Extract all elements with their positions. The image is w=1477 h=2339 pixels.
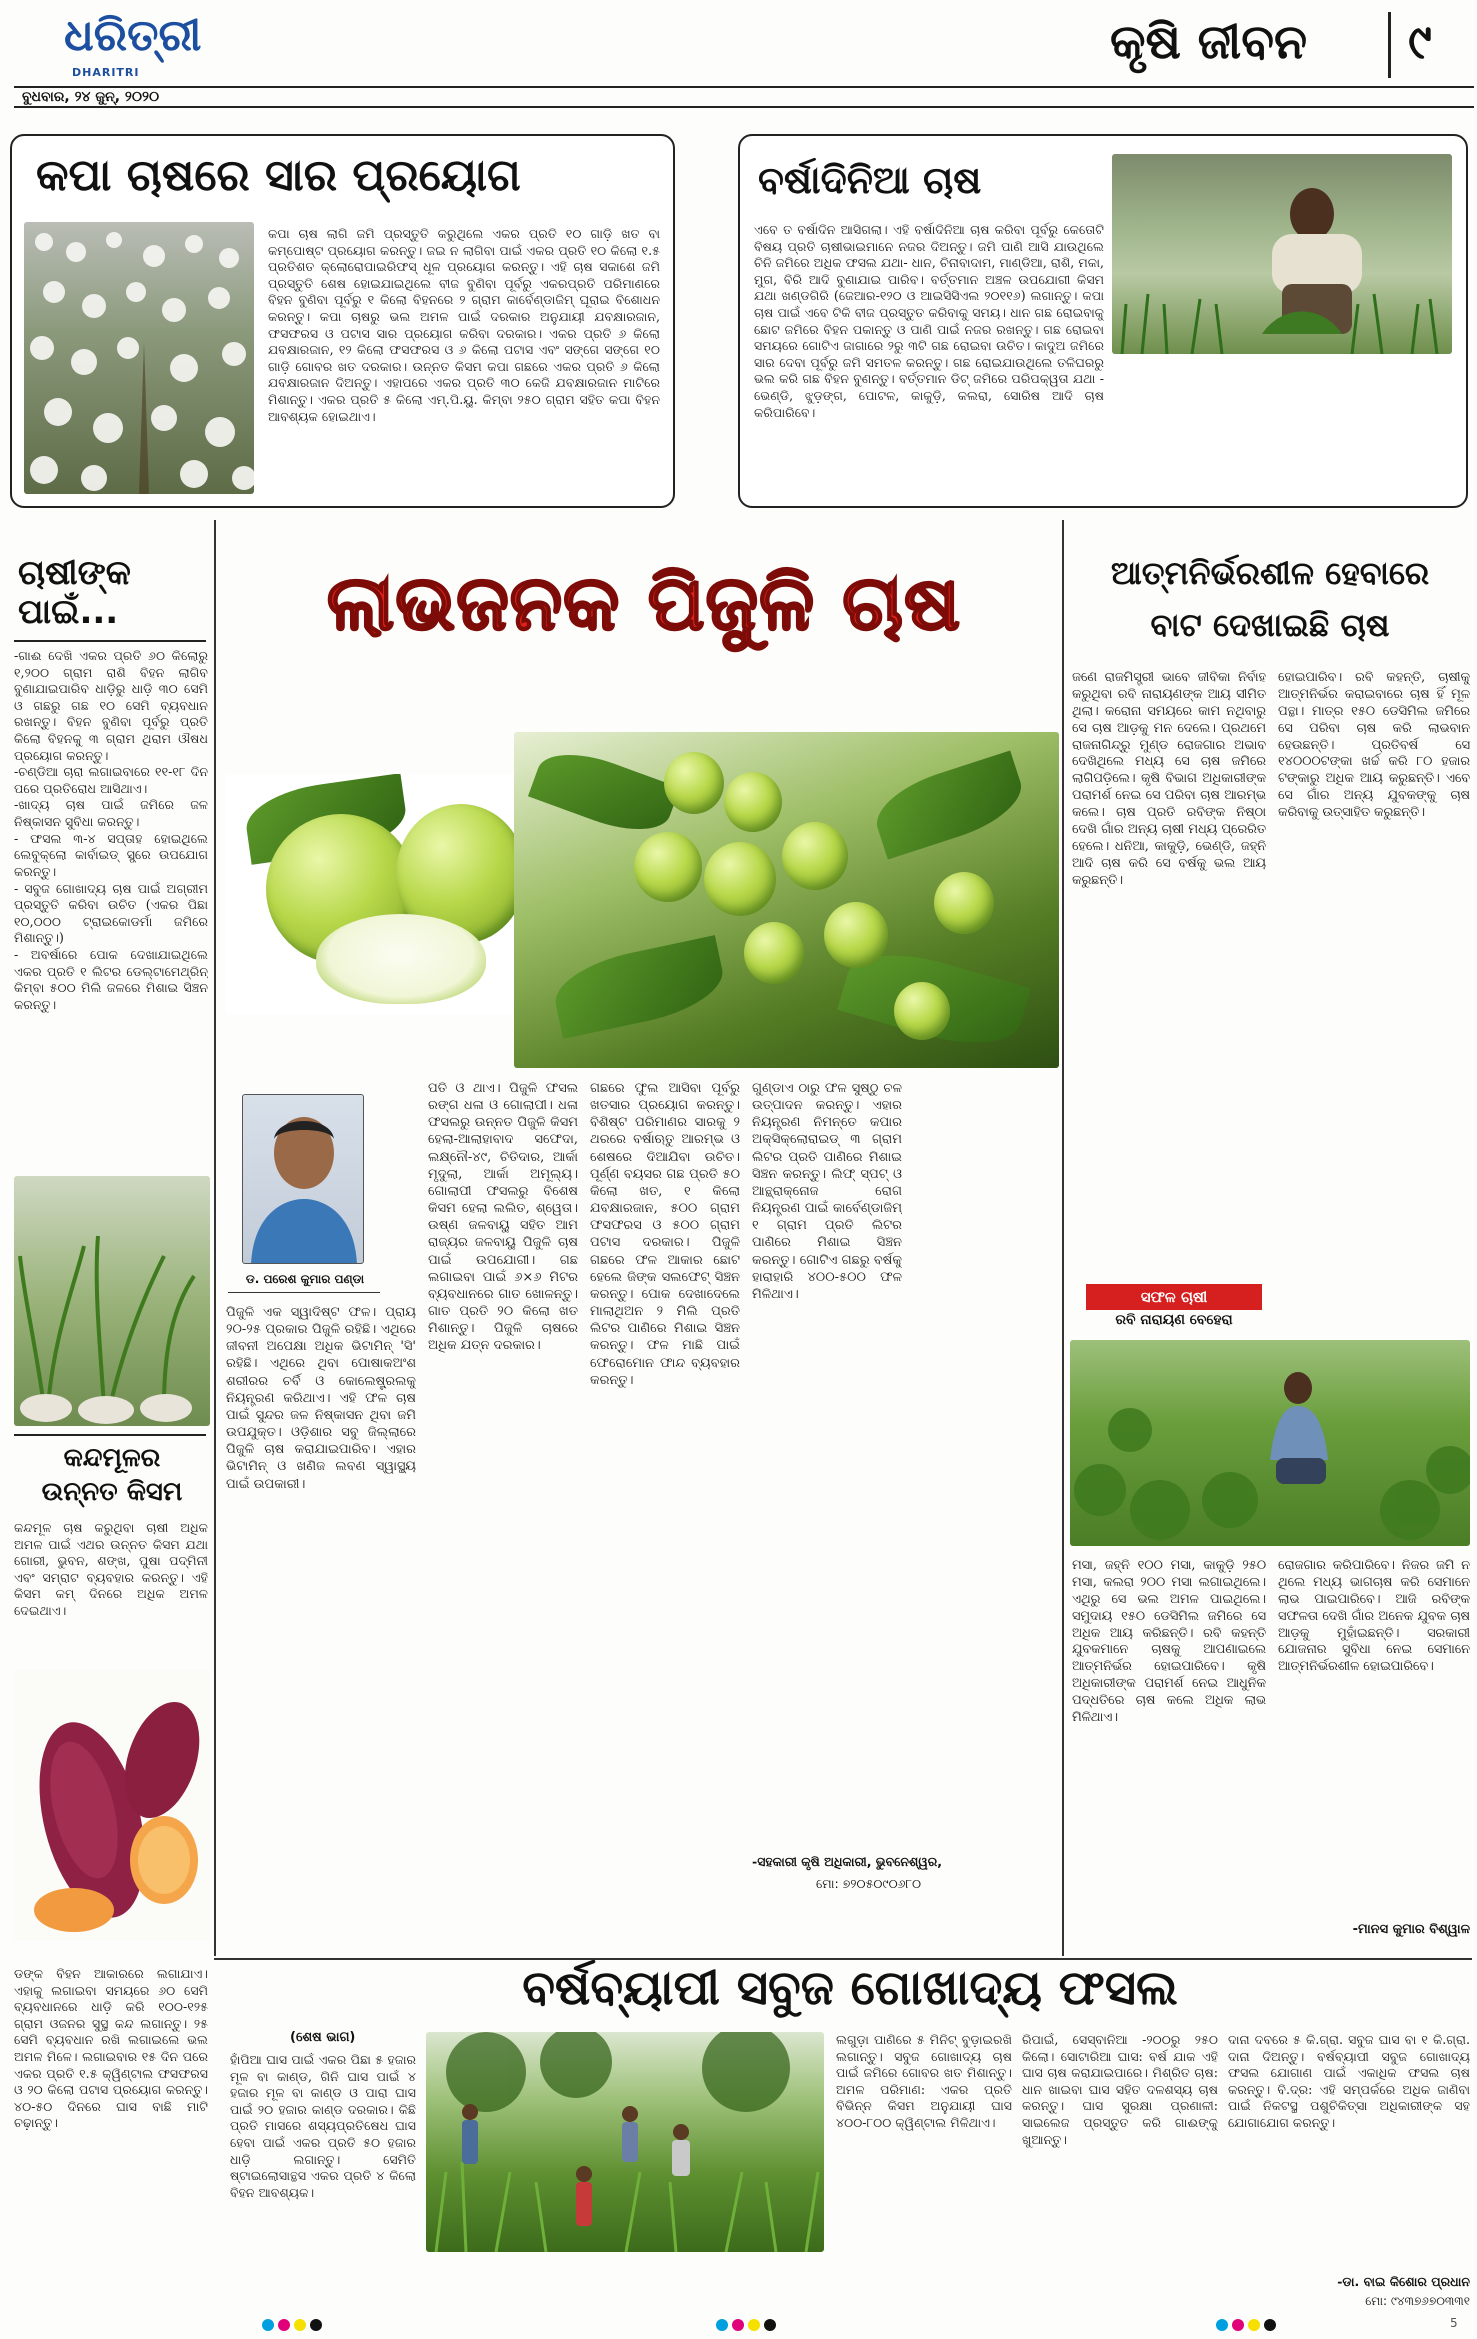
guava-fruit-shape bbox=[824, 902, 888, 968]
sweetpotato-headline: କନ୍ଦମୂଳର ଉନ୍ନତ କିସମ bbox=[41, 1443, 183, 1507]
sweetpotato-continued bbox=[10, 1962, 210, 2314]
guava-fruit-shape bbox=[744, 922, 804, 984]
leaf-shape bbox=[867, 750, 1030, 859]
selfreliant-body3: ମସା, ଜହ୍ନି ୧୦୦ ମସା, କାକୁଡ଼ି ୨୫୦ ମସା, କଲରା ୨୦୦ ମସା ଲଗାଇଥିଲେ। ଏଥିରୁ ସେ ଭଲ ଅମଳ ପାଇଥିଲେ। ସମୁଦାୟ ୧୫୦ ଡେସିମିଲ ଜମିରେ ସେ ଅଧିକ ଆୟ କରିଛନ୍ତି। ରବି କହନ୍ତି ଯୁବକମାନେ ଚାଷକୁ ଆପଣାଇଲେ ଆତ୍ମନିର୍ଭର ହୋଇପାରିବେ। କୃଷି ଅଧିକାରୀଙ୍କ ପରାମର୍ଶ ନେଇ ଆଧୁନିକ ପଦ୍ଧତିରେ ଚାଷ କଲେ ଅଧିକ ଲାଭ ମିଳିଥାଏ। bbox=[1072, 1558, 1266, 1726]
sweetpotato-lower-body: ଡଙ୍କ ବିହନ ଆକାରରେ ଲଗାଯାଏ। ଏହାକୁ ଲଗାଇବା ସମୟରେ ୬୦ ସେମି ବ୍ୟବଧାନରେ ଧାଡ଼ି କରି ୧୦୦-୧୨୫ ଗ୍ରାମ ଓଜନର ସୁସ୍ଥ କନ୍ଦ ଲଗାନ୍ତୁ। ୨୫ ସେମି ବ୍ୟବଧାନ ରଖି ଲଗାଇଲେ ଭଲ ଅମଳ ମିଳେ। ଲଗାଇବାର ୧୫ ଦିନ ପରେ ଏକର ପ୍ରତି ୧.୫ କ୍ୱିଣ୍ଟାଲ ଫସଫରସ ଓ ୨୦ କିଲୋ ପଟାସ ପ୍ରୟୋଗ କରନ୍ତୁ। ୪୦-୫୦ ଦିନରେ ଘାସ ବାଛି ମାଟି ଚଢ଼ାନ୍ତୁ। bbox=[14, 1966, 208, 2131]
success-farmer-name: ରବି ନାରାୟଣ ବେହେରା bbox=[1115, 1312, 1233, 1328]
monsoon-article bbox=[738, 134, 1468, 508]
guava-fruit-shape bbox=[934, 872, 994, 934]
monsoon-headline: ବର୍ଷାଦିନିଆ ଚାଷ bbox=[758, 158, 982, 202]
farmers-headline-rule bbox=[14, 640, 206, 642]
cotton-body: କପା ଚାଷ ଲାଗି ଜମି ପ୍ରସ୍ତୁତି କରୁଥିଲେ ଏକର ପ୍ରତି ୧୦ ଗାଡ଼ି ଖତ ବା କମ୍ପୋଷ୍ଟ ପ୍ରୟୋଗ କରନ୍ତୁ। ଜଇ ନ ଲାଗିବା ପାଇଁ ଏକର ପ୍ରତି ୧୦ କିଲୋ ୧.୫ ପ୍ରତିଶତ କ୍ଲୋରୋପାଇରିଫସ୍ ଧୂଳ ପ୍ରୟୋଗ କରନ୍ତୁ। ଏହି ଚାଷ ସକାଶେ ଜମି ପ୍ରସ୍ତୁତି ଶେଷ ହୋଇଯାଇଥିଲେ ବୀଜ ବୁଣିବା ପୂର୍ବରୁ ଏକରପ୍ରତି ପରିମାଣରେ ବିହନ ବୁଣିବା ପୂର୍ବରୁ ୧ କିଲୋ ବିହନରେ ୨ ଗ୍ରାମ କାର୍ବେଣ୍ଡାଜିମ୍ ଘୂରାଇ ବିଶୋଧନ କରନ୍ତୁ। କପା ଚାଷରୁ ଭଲ ଅମଳ ପାଇଁ ଦରକାର ଅନୁଯାୟୀ ଯବକ୍ଷାରଜାନ, ଫସଫରସ ଓ ପଟାସ ସାର ପ୍ରୟୋଗ କରିବା ଦରକାର। ଏକର ପ୍ରତି ୬ କିଲୋ ଯବକ୍ଷାରଜାନ, ୧୨ କିଲୋ ଫସଫରସ ଓ ୬ କିଲୋ ପଟାସ ଏବଂ ସଙ୍ଗେ ସଙ୍ଗେ ୧୦ ଗାଡ଼ି ଗୋବର ଖତ ଦରକାର। ଉନ୍ନତ କିସମ କପା ଗଛରେ ଏକର ପ୍ରତି ୬ କିଲୋ ଯବକ୍ଷାରଜାନ ଦିଅନ୍ତୁ। ଏହାପରେ ଏକର ପ୍ରତି ୩୦ କେଜି ଯବକ୍ଷାରଜାନ ମାଟିରେ ମିଶାନ୍ତୁ। ଏକର ପ୍ରତି ୫ କିଲୋ ଏମ୍.ପି.ୟୁ. କିମ୍ବା ୨୫୦ ଗ୍ରାମ ସହିତ କପା ବିହନ ଆବଶ୍ୟକ ହୋଇଥାଏ। bbox=[268, 226, 660, 424]
farmer-field-photo bbox=[1070, 1340, 1470, 1546]
page-number: ୯ bbox=[1408, 14, 1432, 70]
registration-marks-right bbox=[1216, 2319, 1276, 2333]
sweetpotato-rule bbox=[14, 1434, 206, 1436]
selfreliant-byline: -ମାନସ କୁମାର ବିଶ୍ୱାଳ bbox=[1352, 1922, 1470, 1937]
fodder-cont-label: (ଶେଷ ଭାଗ) bbox=[290, 2030, 356, 2045]
guava-col2: ପତି ଓ ଥାଏ। ପିଜୁଳି ଫସଲ ରଙ୍ଗ ଧଳା ଓ ଗୋଲାପୀ। ଧଳା ଫସଲରୁ ଉନ୍ନତ ପିଜୁଳି କିସମ ହେଲା-ଆଲାହାବାଦ ସଫେଦା, ଲକ୍ଷ୍ନୌ-୪୯, ଚିତିଦାର, ଆର୍କା ମୃଦୁଲା, ଆର୍କା ଅମୂଲ୍ୟ। ଗୋଲାପୀ ଫସଲରୁ ବିଶେଷ କିସମ ହେଲା ଲଲିତ, ଶ୍ୱେତା। ଉଷ୍ଣ ଜଳବାୟୁ ସହିତ ଆମ ରାଜ୍ୟର ଜଳବାୟୁ ପିଜୁଳି ଚାଷ ପାଇଁ ଉପଯୋଗୀ। ଗଛ ଲଗାଇବା ପାଇଁ ୬×୬ ମିଟର ବ୍ୟବଧାନରେ ଗାତ ଖୋଳନ୍ତୁ। ଗାତ ପ୍ରତି ୨୦ କିଲୋ ଖତ ମିଶାନ୍ତୁ। ପିଜୁଳି ଚାଷରେ ଅଧିକ ଯତ୍ନ ଦରକାର। bbox=[428, 1081, 578, 1354]
cotton-article bbox=[10, 134, 675, 508]
success-farmer-tag: ସଫଳ ଚାଷୀ bbox=[1086, 1284, 1262, 1310]
cotton-headline: କପା ଚାଷରେ ସାର ପ୍ରୟୋଗ bbox=[36, 150, 521, 201]
guava-fruit-shape bbox=[664, 752, 724, 814]
logo-sub: DHARITRI bbox=[72, 66, 140, 79]
guava-fruit-shape bbox=[704, 842, 776, 916]
masthead-date-bar bbox=[14, 86, 1474, 108]
guava-col4: ଗୁଣ୍ଡାଏ ଠାରୁ ଫଳ ସୁଷ୍ଠୁ ଚଳ ଉତ୍ପାଦନ କରନ୍ତୁ। ଏହାର ନିୟନ୍ତ୍ରଣ ନିମନ୍ତେ କପାର ଅକ୍ସିକ୍ଲୋରାଇଡ୍ ୩ ଗ୍ରାମ ଲିଟର ପ୍ରତି ପାଣିରେ ମିଶାଇ ସିଞ୍ଚନ କରନ୍ତୁ। ଲିଫ୍ ସ୍ପଟ୍ ଓ ଆନ୍ଥ୍ରାକ୍ନୋଜ ରୋଗ ନିୟନ୍ତ୍ରଣ ପାଇଁ କାର୍ବେଣ୍ଡାଜିମ୍ ୧ ଗ୍ରାମ ପ୍ରତି ଲିଟର ପାଣିରେ ମିଶାଇ ସିଞ୍ଚନ କରନ୍ତୁ। ଗୋଟିଏ ଗଛରୁ ବର୍ଷକୁ ହାରାହାରି ୪୦୦-୫୦୦ ଫଳ ମିଳିଥାଏ। bbox=[752, 1081, 902, 1302]
fodder-byline: -ଡା. ବାଇ କିଶୋର ପ୍ରଧାନ bbox=[1337, 2274, 1470, 2289]
author-caption: ଡ. ପରେଶ କୁମାର ପଣ୍ଡା bbox=[245, 1272, 365, 1286]
issue-date: ବୁଧବାର, ୨୪ ଜୁନ୍, ୨୦୨୦ bbox=[22, 89, 160, 105]
masthead bbox=[0, 0, 1477, 110]
leaf-shape bbox=[549, 935, 730, 1039]
page-marker: 5 bbox=[1450, 2316, 1458, 2330]
author-photo bbox=[242, 1094, 364, 1264]
guava-fruit-shape bbox=[782, 822, 848, 890]
author-caption-rule bbox=[228, 1292, 380, 1293]
selfreliant-body4: ରୋଜଗାର କରିପାରିବେ। ନିଜର ଜମି ନ ଥିଲେ ମଧ୍ୟ ଭାଗଚାଷ କରି ସେମାନେ ଲାଭ ପାଇପାରିବେ। ଆଜି ରବିଙ୍କ ସଫଳତା ଦେଖି ଗାଁର ଅନେକ ଯୁବକ ଚାଷ ଆଡ଼କୁ ମୁହାଁଇଛନ୍ତି। ସରକାରୀ ଯୋଜନାର ସୁବିଧା ନେଇ ସେମାନେ ଆତ୍ମନିର୍ଭରଶୀଳ ହୋଇପାରିବେ। bbox=[1278, 1558, 1470, 1675]
fodder-col3: ରିପାଇଁ, ସେସ୍ବାନିଆ -୨୦୦ରୁ ୨୫୦ କିଲୋ। ସୋଟାରିଆ ଘାସ: ବର୍ଷ ଯାକ ଏହି ଘାସ ଚାଷ କରାଯାଇପାରେ। ମିଶ୍ରିତ ଚାଷ: ଧାନ ଖାଇବା ଘାସ ସହିତ ଦଳଶସ୍ୟ ଚାଷ କରନ୍ତୁ। ଘାସ ସୁରକ୍ଷା ପ୍ରଣାଳୀ: ସାଇଲେଜ ପ୍ରସ୍ତୁତ କରି ଗାଈଙ୍କୁ ଖୁଆନ୍ତୁ। bbox=[1022, 2032, 1218, 2147]
guava-headline: ଲାଭଜନକ ପିଜୁଳି ଚାଷ bbox=[326, 558, 962, 647]
selfreliant-headline-line1: ଆତ୍ମନିର୍ଭରଶୀଳ ହେବାରେ bbox=[1110, 554, 1430, 592]
guava-fruit-shape bbox=[634, 832, 702, 902]
fodder-col2: ଲଗୁଡ଼ା ପାଣିରେ ୫ ମିନିଟ୍ ବୁଡ଼ାଇରଖି ଲଗାନ୍ତୁ। ସବୁଜ ଗୋଖାଦ୍ୟ ଚାଷ ପାଇଁ ଜମିରେ ଗୋବର ଖତ ମିଶାନ୍ତୁ। ଅମଳ ପରିମାଣ: ଏକର ପ୍ରତି ବିଭିନ୍ନ କିସମ ଅନୁଯାୟୀ ଘାସ ୪୦୦-୮୦୦ କ୍ୱିଣ୍ଟାଲ ମିଳିଥାଏ। bbox=[836, 2032, 1012, 2131]
cotton-field-photo bbox=[24, 222, 254, 494]
registration-marks-left bbox=[262, 2319, 322, 2333]
farmers-body: -ଗାଈ ଦେଖି ଏକର ପ୍ରତି ୬୦ କିଲୋରୁ ୧,୨୦୦ ଗ୍ରାମ ରାଶି ବିହନ ଲାଗିବ ବୁଣାଯାଇପାରିବ ଧାଡ଼ିରୁ ଧାଡ଼ି ୩୦ ସେମି ଓ ଗଛରୁ ଗଛ ୧୦ ସେମି ବ୍ୟବଧାନ ରଖନ୍ତୁ। ବିହନ ବୁଣିବା ପୂର୍ବରୁ ପ୍ରତି କିଲୋ ବିହନକୁ ୩ ଗ୍ରାମ ଥିରାମ ଔଷଧ ପ୍ରୟୋଗ କରନ୍ତୁ। -ଚଣ୍ଡିଆ ଚାରା ଲଗାଇବାରେ ୧୧-୧୮ ଦିନ ପରେ ପ୍ରତିରୋଧ ଆସିଥାଏ। -ଖାଦ୍ୟ ଚାଷ ପାଇଁ ଜମିରେ ଜଳ ନିଷ୍କାସନ ସୁବିଧା କରନ୍ତୁ। - ଫସଲ ୩-୪ ସପ୍ତାହ ହୋଇଥିଲେ ଲେବୁକ୍ଲୋ କାର୍ବାଇଡ୍ ସ୍ପ୍ରେ ଉପଯୋଗ କରନ୍ତୁ। - ସବୁଜ ଗୋଖାଦ୍ୟ ଚାଷ ପାଇଁ ଅଗ୍ରୀମ ପ୍ରସ୍ତୁତି କରିବା ଉଚିତ (ଏକର ପିଛା ୧୦,୦୦୦ ଟ୍ରାଇକୋଡର୍ମା ଜମିରେ ମିଶାନ୍ତୁ।) - ଅବର୍ଷାରେ ପୋକ ଦେଖାଯାଇଥିଲେ ଏକର ପ୍ରତି ୧ ଲିଟର ଡେଲ୍ଟାମେଥ୍ରିନ୍ କିମ୍ବା ୫୦୦ ମିଲି ଜଳରେ ମିଶାଇ ସିଞ୍ଚନ କରନ୍ତୁ। bbox=[14, 648, 208, 1012]
guava-fruit-photo bbox=[226, 774, 558, 1014]
coconut-seedling-photo bbox=[14, 1176, 210, 1426]
fodder-headline: ବର୍ଷବ୍ୟାପୀ ସବୁଜ ଗୋଖାଦ୍ୟ ଫସଲ bbox=[522, 1960, 1178, 2016]
guava-fruit-shape bbox=[894, 982, 950, 1040]
sweetpotato-body: କନ୍ଦମୂଳ ଚାଷ କରୁଥିବା ଚାଷୀ ଅଧିକ ଅମଳ ପାଇଁ ଏଥର ଉନ୍ନତ କିସମ ଯଥା ଗୋରୀ, ଭୁବନ, ଶଙ୍ଖ, ପୁଷା ପଦ୍ମିନୀ ଏବଂ ସମ୍ରାଟ ବ୍ୟବହାର କରନ୍ତୁ। ଏହି କିସମ କମ୍ ଦିନରେ ଅଧିକ ଅମଳ ଦେଇଥାଏ। bbox=[14, 1520, 208, 1619]
guava-tree-photo bbox=[514, 732, 1059, 1068]
fodder-col4: ଦାନା ଦବରେ ୫ କି.ଗ୍ରା. ସବୁଜ ଘାସ ବା ୧ କି.ଗ୍ରା. ଦାନା ଦିଅନ୍ତୁ। ବର୍ଷବ୍ୟାପୀ ସବୁଜ ଗୋଖାଦ୍ୟ ଫସଲ ଯୋଗାଣ ପାଇଁ ଏକାଧିକ ଫସଲ ଚାଷ କରନ୍ତୁ। ବି.ଦ୍ର: ଏହି ସମ୍ପର୍କରେ ଅଧିକ ଜାଣିବା ପାଇଁ ନିକଟସ୍ଥ ପଶୁଚିକିତ୍ସା ଅଧିକାରୀଙ୍କ ସହ ଯୋଗାଯୋଗ କରନ୍ତୁ। bbox=[1228, 2032, 1470, 2131]
monsoon-body: ଏବେ ତ ବର୍ଷାଦିନ ଆସିଗଲା। ଏହି ବର୍ଷାଦିନିଆ ଚାଷ କରିବା ପୂର୍ବରୁ କେତୋଟି ବିଷୟ ପ୍ରତି ଚାଷୀଭାଇମାନେ ନଜର ଦିଅନ୍ତୁ। ଜମି ପାଣି ଆସି ଯାଉଥିଲେ ଚିନି ଜମିରେ ଅଧିକ ଫସଲ ଯଥା- ଧାନ, ଚିନାବାଦାମ, ମାଣ୍ଡିଆ, ରାଶି, ମକା, ମୁଗ, ବିରି ଆଦି ବୁଣାଯାଇ ପାରିବ। ବର୍ତ୍ତମାନ ଅଞ୍ଚଳ ଉପଯୋଗୀ କିସମ ଯଥା ଖଣ୍ଡଗିରି (ଜେଆର-୧୨୦ ଓ ଆଇସିସିଏଲ ୨୦୧୧୬) ଲଗାନ୍ତୁ। କପା ଚାଷ ପାଇଁ ଏବେ ଟିକି ବୀଜ ପ୍ରସ୍ତୁତ କରିବାକୁ ସମୟ। ଧାନ ଗଛ ରୋଇବାକୁ ଛୋଟ ଜମିରେ ବିହନ ପକାନ୍ତୁ ଓ ପାଣି ପାଇଁ ନଜର ରଖନ୍ତୁ। ଗଛ ରୋଇବା ସମୟରେ ଗୋଟିଏ ଜାଗାରେ ୨ରୁ ୩ଟି ଗଛ ରୋଇବା ଉଚିତ। କାଦୁଅ ଜମିରେ ସାର ଦେବା ପୂର୍ବରୁ ଜମି ସମତଳ କରନ୍ତୁ। ଗଛ ରୋଇଯାଉଥିଲେ ତଳିଘରରୁ ଭଲ କରି ଗଛ ବିହନ ବୁଣନ୍ତୁ। ବର୍ତ୍ତମାନ ଡିଟ୍ ଜମିରେ ପରିପକ୍ୱତା ଯଥା - ଭେଣ୍ଡି, ଝୁଡ଼ଙ୍ଗ, ପୋଟଳ, କାକୁଡ଼ି, କଲରା, ସୋରିଷ ଆଦି ଚାଷ କରିପାରିବେ। bbox=[754, 222, 1104, 420]
selfreliant-headline-line2: ବାଟ ଦେଖାଇଛି ଚାଷ bbox=[1150, 606, 1390, 644]
sweet-potato-photo bbox=[14, 1670, 210, 1940]
logo: ଧରିତ୍ରୀ bbox=[64, 10, 202, 61]
selfreliant-body2: ହୋଇପାରିବ। ରବି କହନ୍ତି, ଚାଷୀକୁ ଆତ୍ମନିର୍ଭର କରାଇବାରେ ଚାଷ ହିଁ ମୂଳ ପନ୍ଥା। ମାତ୍ର ୧୫୦ ଡେସିମିଲ ଜମିରେ ସେ ପରିବା ଚାଷ କରି ଲାଭବାନ ହେଉଛନ୍ତି। ପ୍ରତିବର୍ଷ ସେ ୧୪୦୦୦ଟଙ୍କା ଖର୍ଚ୍ଚ କରି ୮୦ ହଜାର ଟଙ୍କାରୁ ଅଧିକ ଆୟ କରୁଛନ୍ତି। ଏବେ ସେ ଗାଁର ଅନ୍ୟ ଯୁବକଙ୍କୁ ଚାଷ କରିବାକୁ ଉତ୍ସାହିତ କରୁଛନ୍ତି। bbox=[1278, 670, 1470, 821]
guava-article bbox=[214, 520, 1064, 1956]
guava-intro: ପିଜୁଳି ଏକ ସ୍ୱାଦିଷ୍ଟ ଫଳ। ପ୍ରାୟ ୨୦-୨୫ ପ୍ରକାର ପିଜୁଳି ରହିଛି। ଏଥିରେ ଜୀବନୀ ଅପେକ୍ଷା ଅଧିକ ଭିଟାମିନ୍ 'ସି' ରହିଛି। ଏଥିରେ ଥିବା ପୋଷାକଅଂଶ ଶରୀରର ଚର୍ବି ଓ କୋଲେଷ୍ଟ୍ରଲକୁ ନିୟନ୍ତ୍ରଣ କରିଥାଏ। ଏହି ଫଳ ଚାଷ ପାଇଁ ସୁନ୍ଦର ଜଳ ନିଷ୍କାସନ ଥିବା ଜମି ଉପଯୁକ୍ତ। ଓଡ଼ିଶାର ସବୁ ଜିଲ୍ଲାରେ ପିଜୁଳି ଚାଷ କରାଯାଇପାରିବ। ଏହାର ଭିଟାମିନ୍ ଓ ଖଣିଜ ଲବଣ ସ୍ୱାସ୍ଥ୍ୟ ପାଇଁ ଉପକାରୀ। bbox=[226, 1305, 416, 1492]
guava-fruit-shape bbox=[724, 772, 782, 832]
guava-col3: ଗଛରେ ଫୁଲ ଆସିବା ପୂର୍ବରୁ ଖତସାର ପ୍ରୟୋଗ କରନ୍ତୁ। ବିଶିଷ୍ଟ ପରିମାଣର ସାରକୁ ୨ ଥରରେ ବର୍ଷାଋତୁ ଆରମ୍ଭ ଓ ଶେଷରେ ଦିଆଯିବା ଉଚିତ। ପୂର୍ଣ୍ଣ ବୟସର ଗଛ ପ୍ରତି ୫୦ କିଲୋ ଖତ, ୧ କିଲୋ ଯବକ୍ଷାରଜାନ, ୫୦୦ ଗ୍ରାମ ଫସଫରସ ଓ ୫୦୦ ଗ୍ରାମ ପଟାସ ଦରକାର। ପିଜୁଳି ଗଛରେ ଫଳ ଆକାର ଛୋଟ ହେଲେ ଜିଙ୍କ ସଲଫେଟ୍ ସିଞ୍ଚନ କରନ୍ତୁ। ପୋକ ଦେଖାଦେଲେ ମାଲାଥିଅନ ୨ ମିଲି ପ୍ରତି ଲିଟର ପାଣିରେ ମିଶାଇ ସିଞ୍ଚନ କରନ୍ତୁ। ଫଳ ମାଛି ପାଇଁ ଫେରୋମୋନ ଫାନ୍ଦ ବ୍ୟବହାର କରନ୍ତୁ। bbox=[590, 1081, 740, 1388]
farmers-headline: ଚାଷୀଙ୍କ ପାଇଁ... bbox=[18, 553, 131, 633]
guava-byline: -ସହକାରୀ କୃଷି ଅଧିକାରୀ, ଭୁବନେଶ୍ୱର, bbox=[752, 1854, 942, 1869]
fodder-field-photo bbox=[426, 2032, 824, 2252]
leaf-shape bbox=[528, 740, 680, 844]
fodder-article bbox=[10, 1962, 1472, 2322]
registration-marks-center bbox=[716, 2319, 776, 2333]
farmers-column bbox=[10, 546, 210, 1956]
selfreliant-body1: ଜଣେ ରାଜମିସ୍ତ୍ରୀ ଭାବେ ଜୀବିକା ନିର୍ବାହ କରୁଥିବା ରବି ନାରାୟଣଙ୍କ ଆୟ ସୀମିତ ଥିଲା। କରୋନା ସମୟରେ କାମ ନଥିବାରୁ ସେ ଚାଷ ଆଡ଼କୁ ମନ ଦେଲେ। ପ୍ରଥମେ ରାଜନାଗିନ୍ଦ୍ରୁ ମୁଣ୍ଡ ରୋଜଗାର ଅଭାବ ଦେଖିଥିଲେ ମଧ୍ୟ ସେ ଚାଷ ଜମିରେ ଲାଗିପଡ଼ିଲେ। କୃଷି ବିଭାଗ ଅଧିକାରୀଙ୍କ ପରାମର୍ଶ ନେଇ ସେ ପରିବା ଚାଷ ଆରମ୍ଭ କଲେ। ଚାଷ ପ୍ରତି ରବିଙ୍କ ନିଷ୍ଠା ଦେଖି ଗାଁର ଅନ୍ୟ ଚାଷୀ ମଧ୍ୟ ପ୍ରେରିତ ହେଲେ। ଧନିଆ, କାକୁଡ଼ି, ଭେଣ୍ଡି, ଜହ୍ନି ଆଦି ଚାଷ କରି ସେ ବର୍ଷକୁ ଭଲ ଆୟ କରୁଛନ୍ତି। bbox=[1072, 670, 1266, 888]
success-farmer-label bbox=[1086, 1284, 1262, 1338]
title-divider bbox=[1388, 12, 1391, 78]
selfreliant-article bbox=[1068, 540, 1472, 1956]
fodder-phone: ମୋ: ୯୪୩୭୬୭୦୩୩୧ bbox=[1365, 2294, 1470, 2308]
guava-slice-shape bbox=[316, 914, 486, 1004]
section-title: କୃଷି ଜୀବନ bbox=[1110, 14, 1308, 70]
guava-phone: ମୋ: ୭୨୦୫୦୯୦୬୮୦ bbox=[816, 1876, 922, 1891]
paddy-transplant-photo bbox=[1112, 154, 1452, 354]
fodder-col1: ହାଁପିଆ ଘାସ ପାଇଁ ଏକର ପିଛା ୫ ହଜାର ମୂଳ ବା କାଣ୍ଡ, ଗିନି ଘାସ ପାଇଁ ୪ ହଜାର ମୂଳ ବା କାଣ୍ଡ ଓ ପାରା ଘାସ ପାଇଁ ୨୦ ହଜାର କାଣ୍ଡ ଦରକାର। କିଛି ପ୍ରତି ମାସରେ ଶସ୍ୟପ୍ରତିଷେଧ ଘାସ ହେବା ପାଇଁ ଏକର ପ୍ରତି ୫୦ ହଜାର ଧାଡ଼ି ଲଗାନ୍ତୁ। ସେମିତି ଷ୍ଟାଇଲୋସାନ୍ଥସ ଏକର ପ୍ରତି ୪ କିଲୋ ବିହନ ଆବଶ୍ୟକ। bbox=[230, 2052, 416, 2200]
